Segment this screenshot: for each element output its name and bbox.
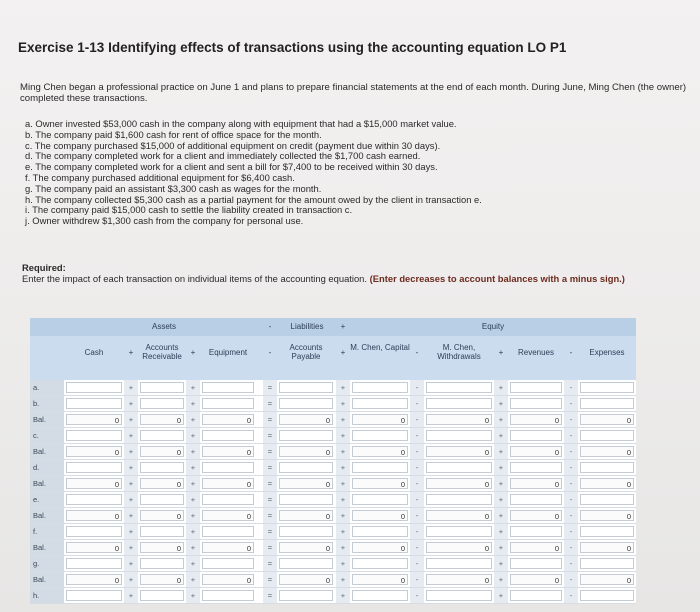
amount-input[interactable] bbox=[426, 526, 492, 537]
row-operator: - bbox=[410, 444, 424, 459]
amount-input[interactable] bbox=[140, 526, 184, 537]
row-operator: + bbox=[336, 540, 350, 555]
row-operator: - bbox=[410, 428, 424, 443]
amount-input[interactable]: 0 bbox=[279, 542, 333, 553]
row-operator: - bbox=[564, 492, 578, 507]
amount-input[interactable] bbox=[140, 494, 184, 505]
amount-input[interactable] bbox=[426, 558, 492, 569]
amount-input[interactable]: 0 bbox=[352, 510, 408, 521]
amount-input[interactable] bbox=[580, 590, 634, 601]
amount-input[interactable] bbox=[580, 494, 634, 505]
amount-input[interactable] bbox=[66, 590, 122, 601]
amount-input[interactable]: 0 bbox=[140, 414, 184, 425]
row-label: Bal. bbox=[30, 572, 64, 587]
row-operator: + bbox=[124, 540, 138, 555]
amount-input[interactable]: 0 bbox=[279, 478, 333, 489]
transaction-item: h. The company collected $5,300 cash as a partial payment for the amount owed by the client in transaction e. bbox=[25, 193, 482, 205]
amount-input[interactable]: 0 bbox=[510, 478, 562, 489]
amount-input[interactable]: 0 bbox=[510, 510, 562, 521]
row-label: Bal. bbox=[30, 540, 64, 555]
amount-input[interactable]: 0 bbox=[352, 446, 408, 457]
required-text: Enter the impact of each transaction on individual items of the accounting equation. bbox=[22, 272, 368, 284]
amount-input[interactable] bbox=[66, 430, 122, 441]
row-operator: + bbox=[336, 428, 350, 443]
row-operator: + bbox=[336, 508, 350, 523]
transaction-item: d. The company completed work for a client and immediately collected the $1,700 cash earned. bbox=[25, 150, 421, 162]
row-operator: + bbox=[186, 540, 200, 555]
row-operator: + bbox=[186, 588, 200, 603]
row-label: d. bbox=[30, 460, 64, 475]
amount-input[interactable]: 0 bbox=[66, 446, 122, 457]
col-equipment: Equipment bbox=[208, 348, 248, 357]
amount-input[interactable] bbox=[426, 430, 492, 441]
row-operator: + bbox=[494, 524, 508, 539]
amount-input[interactable] bbox=[202, 526, 254, 537]
row-operator: = bbox=[263, 508, 277, 523]
row-label: a. bbox=[30, 380, 64, 395]
row-operator: + bbox=[494, 444, 508, 459]
amount-input[interactable]: 0 bbox=[580, 542, 634, 553]
amount-input[interactable]: 0 bbox=[352, 542, 408, 553]
amount-input[interactable] bbox=[426, 398, 492, 409]
amount-input[interactable]: 0 bbox=[202, 478, 254, 489]
row-operator: - bbox=[410, 412, 424, 427]
transaction-item: g. The company paid an assistant $3,300 cash as wages for the month. bbox=[25, 182, 322, 194]
amount-input[interactable] bbox=[352, 494, 408, 505]
amount-input[interactable]: 0 bbox=[426, 414, 492, 425]
amount-input[interactable] bbox=[140, 462, 184, 473]
minus-operator: - bbox=[268, 322, 272, 331]
intro-paragraph: Ming Chen began a professional practice on June 1 and plans to prepare financial statements at the end of each month. During June, Ming Chen (the owner) completed these transactions. bbox=[20, 82, 687, 104]
row-label: c. bbox=[30, 428, 64, 443]
amount-input[interactable] bbox=[140, 590, 184, 601]
amount-input[interactable] bbox=[510, 398, 562, 409]
amount-input[interactable] bbox=[510, 494, 562, 505]
amount-input[interactable] bbox=[202, 590, 254, 601]
balance-row bbox=[30, 476, 636, 492]
transaction-item: c. The company purchased $15,000 of additional equipment on credit (payment due within 30 days). bbox=[25, 139, 441, 151]
row-operator: + bbox=[494, 380, 508, 395]
amount-input[interactable]: 0 bbox=[510, 446, 562, 457]
amount-input[interactable] bbox=[66, 382, 122, 393]
row-operator: = bbox=[263, 444, 277, 459]
row-operator: + bbox=[186, 524, 200, 539]
exercise-title: Exercise 1-13 Identifying effects of transactions using the accounting equation LO P1 bbox=[18, 40, 567, 55]
row-operator: = bbox=[263, 492, 277, 507]
row-operator: + bbox=[124, 492, 138, 507]
row-operator: = bbox=[263, 396, 277, 411]
amount-input[interactable] bbox=[580, 430, 634, 441]
transaction-item: a. Owner invested $53,000 cash in the company along with equipment that had a $15,000 market value. bbox=[25, 118, 457, 129]
row-operator: - bbox=[564, 460, 578, 475]
balance-row bbox=[30, 540, 636, 556]
amount-input[interactable] bbox=[140, 430, 184, 441]
row-operator: - bbox=[410, 588, 424, 603]
amount-input[interactable]: 0 bbox=[352, 478, 408, 489]
amount-input[interactable]: 0 bbox=[580, 414, 634, 425]
amount-input[interactable] bbox=[352, 382, 408, 393]
amount-input[interactable]: 0 bbox=[140, 510, 184, 521]
amount-input[interactable] bbox=[202, 430, 254, 441]
row-operator: = bbox=[263, 380, 277, 395]
row-operator: - bbox=[564, 444, 578, 459]
row-operator: + bbox=[336, 556, 350, 571]
col-accounts-receivable: Accounts Receivable bbox=[142, 343, 182, 361]
balance-row bbox=[30, 572, 636, 588]
assets-header: Assets bbox=[151, 322, 176, 331]
amount-input[interactable]: 0 bbox=[426, 446, 492, 457]
row-operator: + bbox=[494, 396, 508, 411]
amount-input[interactable]: 0 bbox=[202, 414, 254, 425]
amount-input[interactable]: 0 bbox=[352, 574, 408, 585]
col-revenues: Revenues bbox=[517, 348, 555, 357]
row-operator: + bbox=[494, 508, 508, 523]
row-operator: - bbox=[564, 588, 578, 603]
row-operator: = bbox=[263, 524, 277, 539]
amount-input[interactable]: 0 bbox=[279, 510, 333, 521]
row-operator: = bbox=[263, 476, 277, 491]
row-operator: + bbox=[494, 412, 508, 427]
row-operator: - bbox=[410, 492, 424, 507]
row-operator: + bbox=[494, 492, 508, 507]
amount-input[interactable]: 0 bbox=[202, 446, 254, 457]
row-operator: + bbox=[186, 460, 200, 475]
amount-input[interactable] bbox=[426, 494, 492, 505]
amount-input[interactable]: 0 bbox=[279, 446, 333, 457]
row-operator: - bbox=[410, 540, 424, 555]
amount-input[interactable] bbox=[279, 462, 333, 473]
amount-input[interactable]: 0 bbox=[66, 478, 122, 489]
row-operator: = bbox=[263, 588, 277, 603]
row-operator: + bbox=[186, 572, 200, 587]
row-operator: - bbox=[564, 572, 578, 587]
row-operator: - bbox=[410, 460, 424, 475]
transaction-item: b. The company paid $1,600 cash for rent of office space for the month. bbox=[25, 128, 322, 140]
row-operator: + bbox=[336, 572, 350, 587]
row-operator: = bbox=[263, 412, 277, 427]
row-operator: + bbox=[494, 460, 508, 475]
col-withdrawals: M. Chen, Withdrawals bbox=[437, 343, 481, 361]
amount-input[interactable]: 0 bbox=[140, 542, 184, 553]
col-cash: Cash bbox=[84, 348, 104, 357]
col-accounts-payable: Accounts Payable bbox=[289, 343, 323, 361]
row-operator: + bbox=[186, 412, 200, 427]
amount-input[interactable] bbox=[140, 558, 184, 569]
transaction-row bbox=[30, 524, 636, 540]
transaction-row bbox=[30, 380, 636, 396]
amount-input[interactable] bbox=[66, 494, 122, 505]
row-operator: + bbox=[494, 556, 508, 571]
row-operator: + bbox=[186, 476, 200, 491]
row-operator: + bbox=[494, 588, 508, 603]
row-label: Bal. bbox=[30, 508, 64, 523]
row-operator: + bbox=[186, 428, 200, 443]
amount-input[interactable] bbox=[279, 398, 333, 409]
amount-input[interactable]: 0 bbox=[426, 574, 492, 585]
amount-input[interactable] bbox=[352, 590, 408, 601]
row-operator: + bbox=[336, 476, 350, 491]
balance-row bbox=[30, 412, 636, 428]
row-label: g. bbox=[30, 556, 64, 571]
row-operator: + bbox=[124, 588, 138, 603]
amount-input[interactable]: 0 bbox=[580, 446, 634, 457]
amount-input[interactable]: 0 bbox=[352, 414, 408, 425]
transaction-item: j. Owner withdrew $1,300 cash from the company for personal use. bbox=[25, 215, 304, 227]
row-operator: - bbox=[564, 540, 578, 555]
amount-input[interactable]: 0 bbox=[279, 574, 333, 585]
row-operator: + bbox=[186, 396, 200, 411]
amount-input[interactable] bbox=[580, 558, 634, 569]
row-operator: = bbox=[263, 460, 277, 475]
row-operator: + bbox=[336, 412, 350, 427]
balance-row bbox=[30, 444, 636, 460]
amount-input[interactable]: 0 bbox=[426, 478, 492, 489]
amount-input[interactable] bbox=[279, 590, 333, 601]
row-operator: - bbox=[410, 572, 424, 587]
row-operator: + bbox=[336, 460, 350, 475]
amount-input[interactable] bbox=[352, 526, 408, 537]
amount-input[interactable] bbox=[202, 398, 254, 409]
amount-input[interactable]: 0 bbox=[66, 574, 122, 585]
amount-input[interactable] bbox=[202, 494, 254, 505]
header-operator: - bbox=[268, 348, 272, 357]
amount-input[interactable] bbox=[140, 382, 184, 393]
row-operator: + bbox=[186, 492, 200, 507]
row-operator: + bbox=[124, 380, 138, 395]
row-operator: + bbox=[124, 428, 138, 443]
row-operator: + bbox=[494, 428, 508, 443]
row-label: b. bbox=[30, 396, 64, 411]
transaction-item: f. The company purchased additional equipment for $6,400 cash. bbox=[25, 171, 295, 183]
amount-input[interactable] bbox=[510, 558, 562, 569]
amount-input[interactable] bbox=[202, 462, 254, 473]
amount-input[interactable] bbox=[580, 398, 634, 409]
amount-input[interactable] bbox=[66, 558, 122, 569]
row-label: e. bbox=[30, 492, 64, 507]
amount-input[interactable] bbox=[580, 462, 634, 473]
required-instructions bbox=[22, 263, 692, 284]
row-operator: + bbox=[124, 412, 138, 427]
row-operator: + bbox=[186, 380, 200, 395]
row-operator: - bbox=[410, 476, 424, 491]
amount-input[interactable]: 0 bbox=[202, 574, 254, 585]
transaction-row bbox=[30, 396, 636, 412]
amount-input[interactable]: 0 bbox=[580, 574, 634, 585]
amount-input[interactable] bbox=[352, 398, 408, 409]
amount-input[interactable] bbox=[352, 462, 408, 473]
transaction-row bbox=[30, 460, 636, 476]
row-operator: + bbox=[186, 556, 200, 571]
amount-input[interactable] bbox=[510, 430, 562, 441]
row-operator: - bbox=[564, 396, 578, 411]
amount-input[interactable]: 0 bbox=[510, 414, 562, 425]
row-operator: + bbox=[336, 524, 350, 539]
amount-input[interactable]: 0 bbox=[66, 510, 122, 521]
transaction-row bbox=[30, 556, 636, 572]
row-operator: - bbox=[410, 556, 424, 571]
row-operator: + bbox=[494, 540, 508, 555]
amount-input[interactable] bbox=[279, 494, 333, 505]
amount-input[interactable] bbox=[66, 462, 122, 473]
amount-input[interactable]: 0 bbox=[66, 542, 122, 553]
header-operator: + bbox=[128, 348, 134, 357]
amount-input[interactable] bbox=[510, 590, 562, 601]
row-operator: + bbox=[336, 492, 350, 507]
amount-input[interactable] bbox=[352, 558, 408, 569]
row-label: f. bbox=[30, 524, 64, 539]
row-operator: + bbox=[336, 588, 350, 603]
row-operator: + bbox=[124, 444, 138, 459]
table-column-header bbox=[30, 336, 636, 380]
amount-input[interactable] bbox=[426, 590, 492, 601]
amount-input[interactable] bbox=[426, 382, 492, 393]
row-operator: - bbox=[410, 508, 424, 523]
amount-input[interactable]: 0 bbox=[279, 414, 333, 425]
row-operator: - bbox=[410, 380, 424, 395]
amount-input[interactable]: 0 bbox=[580, 478, 634, 489]
transaction-list bbox=[25, 119, 685, 227]
row-label: Bal. bbox=[30, 444, 64, 459]
row-operator: - bbox=[410, 524, 424, 539]
row-operator: = bbox=[263, 428, 277, 443]
amount-input[interactable] bbox=[279, 558, 333, 569]
amount-input[interactable] bbox=[279, 526, 333, 537]
amount-input[interactable]: 0 bbox=[426, 542, 492, 553]
header-operator: - bbox=[415, 348, 419, 357]
amount-input[interactable] bbox=[202, 558, 254, 569]
col-expenses: Expenses bbox=[589, 348, 625, 357]
amount-input[interactable]: 0 bbox=[140, 574, 184, 585]
row-operator: + bbox=[336, 380, 350, 395]
amount-input[interactable] bbox=[426, 462, 492, 473]
row-operator: = bbox=[263, 556, 277, 571]
transaction-item: i. The company paid $15,000 cash to settle the liability created in transaction c. bbox=[25, 204, 353, 216]
row-operator: + bbox=[124, 524, 138, 539]
amount-input[interactable] bbox=[580, 382, 634, 393]
row-operator: - bbox=[564, 412, 578, 427]
amount-input[interactable]: 0 bbox=[202, 510, 254, 521]
accounting-equation-table bbox=[30, 318, 636, 604]
amount-input[interactable] bbox=[279, 430, 333, 441]
row-operator: - bbox=[564, 380, 578, 395]
amount-input[interactable] bbox=[510, 526, 562, 537]
row-operator: + bbox=[494, 476, 508, 491]
transaction-row bbox=[30, 588, 636, 604]
liabilities-header: Liabilities bbox=[290, 322, 324, 331]
row-operator: + bbox=[124, 572, 138, 587]
amount-input[interactable] bbox=[66, 398, 122, 409]
amount-input[interactable]: 0 bbox=[510, 574, 562, 585]
plus-operator: + bbox=[340, 322, 346, 331]
transaction-row bbox=[30, 492, 636, 508]
transaction-item: e. The company completed work for a client and sent a bill for $7,400 to be received within 30 days. bbox=[25, 161, 438, 173]
amount-input[interactable]: 0 bbox=[580, 510, 634, 521]
row-operator: - bbox=[564, 476, 578, 491]
amount-input[interactable]: 0 bbox=[66, 414, 122, 425]
amount-input[interactable] bbox=[279, 382, 333, 393]
required-label: Required: bbox=[22, 262, 66, 273]
row-operator: + bbox=[186, 508, 200, 523]
transaction-row bbox=[30, 428, 636, 444]
balance-row bbox=[30, 508, 636, 524]
amount-input[interactable]: 0 bbox=[202, 542, 254, 553]
equity-header: Equity bbox=[481, 322, 505, 331]
amount-input[interactable] bbox=[66, 526, 122, 537]
header-operator: + bbox=[498, 348, 504, 357]
row-operator: - bbox=[564, 524, 578, 539]
row-operator: = bbox=[263, 540, 277, 555]
row-label: Bal. bbox=[30, 412, 64, 427]
amount-input[interactable] bbox=[510, 462, 562, 473]
header-operator: + bbox=[340, 348, 346, 357]
row-operator: - bbox=[564, 508, 578, 523]
row-operator: + bbox=[124, 396, 138, 411]
col-capital: M. Chen, Capital bbox=[350, 343, 410, 352]
amount-input[interactable]: 0 bbox=[510, 542, 562, 553]
row-label: Bal. bbox=[30, 476, 64, 491]
amount-input[interactable] bbox=[202, 382, 254, 393]
row-operator: + bbox=[494, 572, 508, 587]
required-emphasis: (Enter decreases to account balances with a minus sign.) bbox=[369, 272, 625, 284]
row-operator: + bbox=[124, 476, 138, 491]
amount-input[interactable] bbox=[510, 382, 562, 393]
amount-input[interactable] bbox=[352, 430, 408, 441]
row-operator: + bbox=[124, 556, 138, 571]
row-operator: = bbox=[263, 572, 277, 587]
amount-input[interactable]: 0 bbox=[140, 446, 184, 457]
row-operator: - bbox=[564, 556, 578, 571]
table-group-header bbox=[30, 318, 636, 336]
row-operator: + bbox=[336, 396, 350, 411]
row-operator: - bbox=[564, 428, 578, 443]
amount-input[interactable]: 0 bbox=[140, 478, 184, 489]
amount-input[interactable]: 0 bbox=[426, 510, 492, 521]
row-operator: + bbox=[124, 460, 138, 475]
amount-input[interactable] bbox=[140, 398, 184, 409]
row-operator: + bbox=[186, 444, 200, 459]
row-operator: + bbox=[124, 508, 138, 523]
row-label: h. bbox=[30, 588, 64, 603]
header-operator: + bbox=[190, 348, 196, 357]
amount-input[interactable] bbox=[580, 526, 634, 537]
header-operator: - bbox=[569, 348, 573, 357]
row-operator: + bbox=[336, 444, 350, 459]
row-operator: - bbox=[410, 396, 424, 411]
